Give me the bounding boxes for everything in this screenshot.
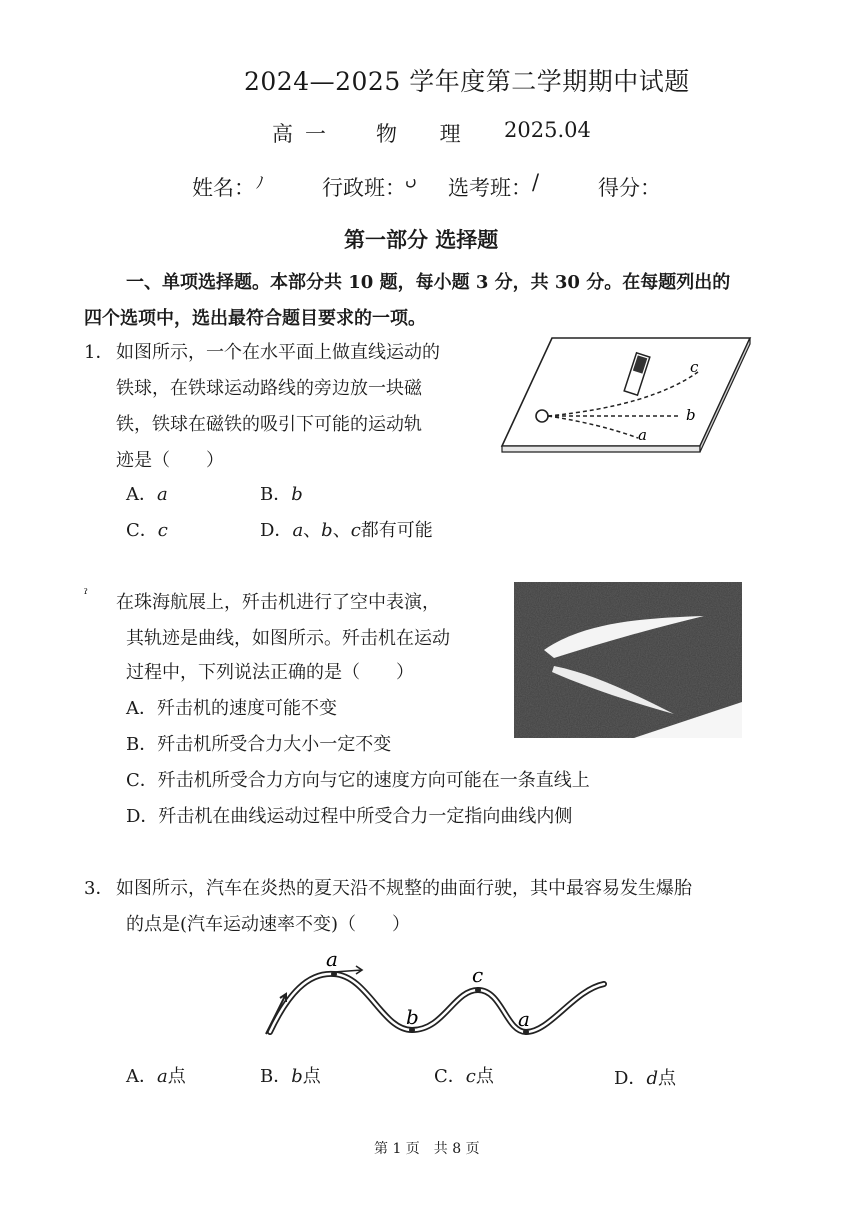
q1-option-d [260, 522, 433, 540]
subject-label: 物 理 [376, 122, 479, 146]
direction-arrow-icon [266, 994, 286, 1034]
q2-option-a: A．歼击机的速度可能不变 [126, 698, 337, 719]
q3-number: 3． [84, 878, 114, 899]
q2-text-line2: 其轨迹是曲线，如图所示。歼击机在运动 [126, 628, 450, 649]
q3-option-b [260, 1068, 321, 1086]
q2-option-b: B．歼击机所受合力大小一定不变 [126, 734, 392, 755]
q3-option-c-suffix: 点 [475, 1066, 494, 1087]
q2-option-c: C．歼击机所受合力方向与它的速度方向可能在一条直线上 [126, 770, 590, 791]
q3-label-a: a [326, 947, 338, 971]
elective-class-mark: / [532, 170, 540, 194]
q3-label-b: b [406, 1005, 419, 1029]
q2-text-line1: 在珠海航展上，歼击机进行了空中表演， [116, 592, 440, 613]
part1-instruction-line1: 一、单项选择题。本部分共 10 题，每小题 3 分，共 30 分。在每题列出的 [126, 272, 731, 293]
q1-option-d-c: c [350, 520, 361, 541]
admin-class-label: 行政班： [322, 176, 406, 200]
q3-label-c: c [472, 963, 484, 987]
q1-option-b-prefix: B． [260, 484, 292, 505]
name-field-label: 姓名： [192, 176, 255, 200]
q2-number: ˀ [84, 587, 88, 603]
q3-option-b-var: b [291, 1066, 303, 1087]
q1-text-line1: 如图所示，一个在水平面上做直线运动的 [116, 342, 440, 363]
q1-option-d-sep2: 、 [332, 520, 351, 541]
q3-option-a [126, 1068, 186, 1086]
exam-date: 2025.04 [504, 118, 591, 142]
admin-class-mark: ں [405, 170, 417, 189]
q1-text-line4: 迹是（ ） [116, 450, 224, 471]
q1-option-b-var: b [291, 484, 303, 505]
q3-option-a-var: a [157, 1066, 168, 1087]
iron-ball [536, 410, 548, 422]
q1-option-d-b: b [321, 520, 333, 541]
q1-label-c: c [690, 358, 699, 376]
q3-option-d-prefix: D． [614, 1068, 647, 1089]
q3-option-d [614, 1070, 676, 1088]
q3-option-d-var: d [646, 1068, 658, 1089]
point-a-marker [331, 971, 337, 977]
score-label: 得分： [598, 176, 661, 200]
q1-option-a-prefix: A． [126, 484, 157, 505]
q1-option-b [260, 486, 303, 504]
q1-text-line2: 铁球，在铁球运动路线的旁边放一块磁 [116, 378, 422, 399]
q1-option-c [126, 522, 168, 540]
q3-text-line1: 如图所示，汽车在炎热的夏天沿不规整的曲面行驶，其中最容易发生爆胎 [116, 878, 692, 899]
q3-option-d-suffix: 点 [657, 1068, 676, 1089]
q1-plane-thickness [502, 446, 700, 452]
q2-figure-jet-photo [514, 582, 742, 738]
q2-option-d: D．歼击机在曲线运动过程中所受合力一定指向曲线内侧 [126, 806, 573, 827]
q1-number: 1． [84, 342, 114, 363]
q1-option-d-sep1: 、 [303, 520, 322, 541]
q1-text-line3: 铁，铁球在磁铁的吸引下可能的运动轨 [116, 414, 422, 435]
q1-label-a: a [638, 426, 647, 444]
grade-label: 高一 [272, 122, 338, 146]
q3-option-b-prefix: B． [260, 1066, 292, 1087]
q1-option-c-prefix: C． [126, 520, 158, 541]
q3-option-b-suffix: 点 [302, 1066, 321, 1087]
q1-label-b: b [686, 406, 696, 424]
name-field-mark: ﾉ [256, 173, 265, 192]
q1-option-a-var: a [157, 484, 168, 505]
q1-option-d-tail: 都有可能 [360, 520, 433, 541]
q1-figure-magnet-plane [500, 336, 760, 461]
q3-label-d: a [518, 1007, 530, 1031]
page-footer: 第 1 页 共 8 页 [374, 1141, 480, 1157]
q1-option-d-prefix: D． [260, 520, 293, 541]
q3-option-c-prefix: C． [434, 1066, 466, 1087]
q3-figure-wavy-road [258, 947, 618, 1044]
part1-title: 第一部分 选择题 [344, 227, 499, 252]
q3-option-a-suffix: 点 [167, 1066, 186, 1087]
q3-option-c-var: c [465, 1066, 476, 1087]
q3-text-line2: 的点是(汽车运动速率不变)（ ） [126, 914, 411, 935]
q1-option-d-a: a [292, 520, 304, 541]
point-c-marker [475, 987, 481, 993]
exam-title: 2024—2025 学年度第二学期期中试题 [244, 67, 690, 96]
q1-option-a [126, 486, 168, 504]
elective-class-label: 选考班： [448, 176, 532, 200]
part1-instruction-line2: 四个选项中，选出最符合题目要求的一项。 [84, 308, 426, 329]
q3-option-c [434, 1068, 494, 1086]
q1-option-c-var: c [157, 520, 168, 541]
road-surface-outer [270, 974, 604, 1032]
q2-text-line3: 过程中，下列说法正确的是（ ） [126, 662, 414, 683]
q3-option-a-prefix: A． [126, 1066, 157, 1087]
